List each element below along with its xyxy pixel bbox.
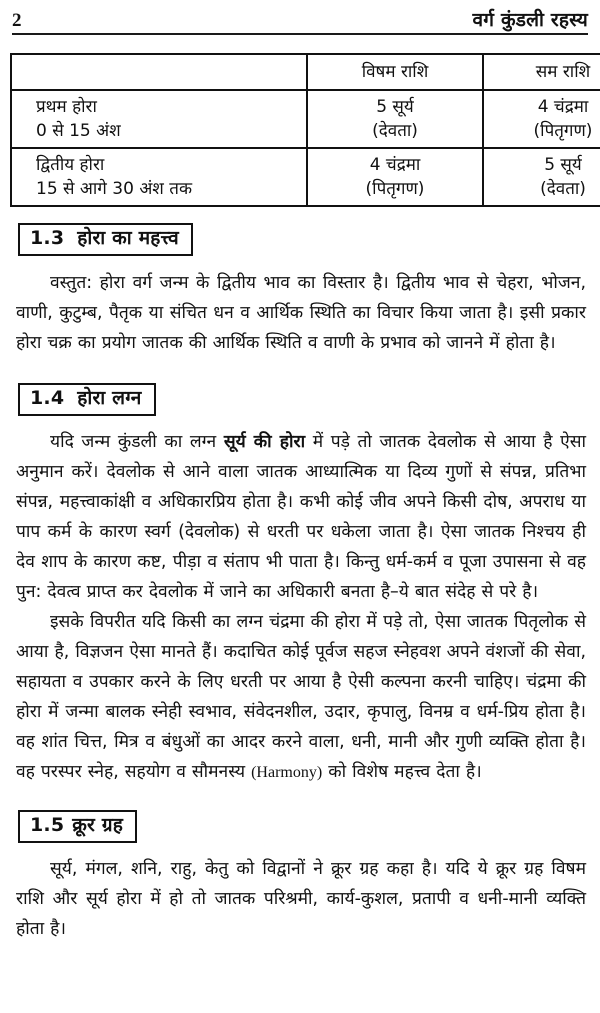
- section-heading-wrapper-1-3: [10, 223, 590, 256]
- table-cell-even: [483, 148, 600, 206]
- section-heading-1-3: [18, 223, 193, 256]
- book-title: वर्ग कुंडली रहस्य: [472, 9, 588, 31]
- table-header-row: [11, 54, 600, 90]
- cell-line-1: प्रथम होरा: [36, 96, 97, 117]
- cell-line-1: 4 चंद्रमा: [537, 96, 589, 117]
- paragraph-1-4-2: [10, 608, 590, 788]
- paragraph-text-part: को विशेष महत्त्व देता है।: [322, 761, 482, 782]
- running-header: [10, 0, 590, 30]
- cell-line-2: 0 से 15 अंश: [36, 121, 121, 141]
- cell-line-2: (पितृगण): [365, 179, 425, 199]
- section-heading-wrapper-1-4: [10, 383, 590, 416]
- cell-line-2: (पितृगण): [533, 121, 593, 141]
- header-rule: [12, 33, 588, 35]
- cell-stack: [316, 153, 474, 201]
- paragraph-latin-term: (Harmony): [251, 763, 323, 781]
- table-row: [11, 148, 600, 206]
- section-heading-wrapper-1-5: [10, 810, 590, 843]
- cell-stack: [20, 153, 298, 201]
- section-number: 1.4: [30, 387, 65, 410]
- paragraph-1-4-1: [10, 428, 590, 608]
- table-body: [11, 90, 600, 206]
- cell-stack: [20, 95, 298, 143]
- cell-line-2: (देवता): [540, 179, 586, 199]
- cell-line-2: 15 से आगे 30 अंश तक: [36, 179, 193, 199]
- table-header-odd-sign: विषम राशि: [307, 54, 483, 90]
- paragraph-1-3-1: वस्तुत: होरा वर्ग जन्म के द्वितीय भाव का विस्तार है। द्वितीय भाव से चेहरा, भोजन, वाणी, कुटुम्ब, पैतृक या संचित धन व आर्थिक स्थिति का विचार किया जाता है। इसी प्रकार होरा चक्र का प्रयोग जातक की आर्थिक स्थिति व वाणी के प्रभाव को जानने में होता है।: [16, 273, 586, 354]
- section-title: क्रूर ग्रह: [72, 813, 124, 836]
- cell-stack: [492, 153, 600, 201]
- paragraph-emphasis: सूर्य की होरा: [223, 432, 306, 453]
- table-cell-label: [11, 148, 307, 206]
- cell-stack: [316, 95, 474, 143]
- cell-line-1: द्वितीय होरा: [36, 154, 105, 175]
- section-title: होरा लग्न: [77, 387, 142, 410]
- section-heading-1-5: [18, 810, 137, 843]
- table-header-blank: [11, 54, 307, 90]
- table-cell-odd: [307, 148, 483, 206]
- paragraph-text-part: इसके विपरीत यदि किसी का लग्न चंद्रमा की होरा में पड़े तो, ऐसा जातक पितृलोक से आया है, विज्ञजन ऐसा मानते हैं। कदाचित कोई पूर्वज सहज स्नेहवश अपने वंशजों की सेवा, सहायता व उपकार करने के लिए धरती पर आया है ऐसी कल्पना करनी चाहिए। चंद्रमा की होरा में जन्मा बालक स्नेही स्वभाव, संवेदनशील, उदार, कृपालु, विनम्र व धर्म-प्रिय होता है। वह शांत चित्त, मित्र व बंधुओं का आदर करने वाला, धनी, मानी और गुणी व्यक्ति होता है। वह परस्पर स्नेह, सहयोग व सौमनस्य: [16, 611, 586, 782]
- section-heading-1-4: [18, 383, 156, 416]
- section-number: 1.5: [30, 813, 65, 836]
- section-number: 1.3: [30, 227, 65, 249]
- cell-line-1: 5 सूर्य: [376, 96, 414, 117]
- table-row: [11, 90, 600, 148]
- cell-line-2: (देवता): [372, 121, 418, 141]
- table-header-even-sign: सम राशि: [483, 54, 600, 90]
- paragraph-text-part: में पड़े तो जातक देवलोक से आया है ऐसा अनुमान करें। देवलोक से आने वाला जातक आध्यात्मिक या दिव्य गुणों से संपन्न, प्रतिभा संपन्न, महत्त्वाकांक्षी व अधिकारप्रिय होता है। कभी कोई जीव अपने किसी दोष, अपराध या पाप कर्म के कारण स्वर्ग (देवलोक) से धरती पर धकेला जाता है। ऐसा जातक निश्चय ही देव शाप के कारण कष्ट, पीड़ा व संताप भी पाता है। किन्तु धर्म-कर्म व पूजा उपासना से वह पुन: देवत्व प्राप्त कर देवलोक में जाने का अधिकारी बनता है–ये बात संदेह से परे है।: [16, 432, 586, 603]
- cell-line-1: 5 सूर्य: [544, 154, 582, 175]
- table-row: [11, 54, 600, 90]
- table-cell-label: [11, 90, 307, 148]
- hora-table: [10, 53, 600, 207]
- page-number: 2: [12, 10, 22, 31]
- paragraph-text-part: यदि जन्म कुंडली का लग्न: [50, 432, 224, 453]
- cell-line-1: 4 चंद्रमा: [369, 154, 421, 175]
- section-title: होरा का महत्त्व: [77, 227, 179, 249]
- cell-stack: [492, 95, 600, 143]
- paragraph-1-5-1: सूर्य, मंगल, शनि, राहु, केतु को विद्वानों ने क्रूर ग्रह कहा है। यदि ये क्रूर ग्रह विषम राशि और सूर्य होरा में हो तो जातक परिश्रमी, कार्य-कुशल, प्रतापी व धनी-मानी व्यक्ति होता है।: [16, 858, 586, 939]
- table-cell-odd: [307, 90, 483, 148]
- table-cell-even: [483, 90, 600, 148]
